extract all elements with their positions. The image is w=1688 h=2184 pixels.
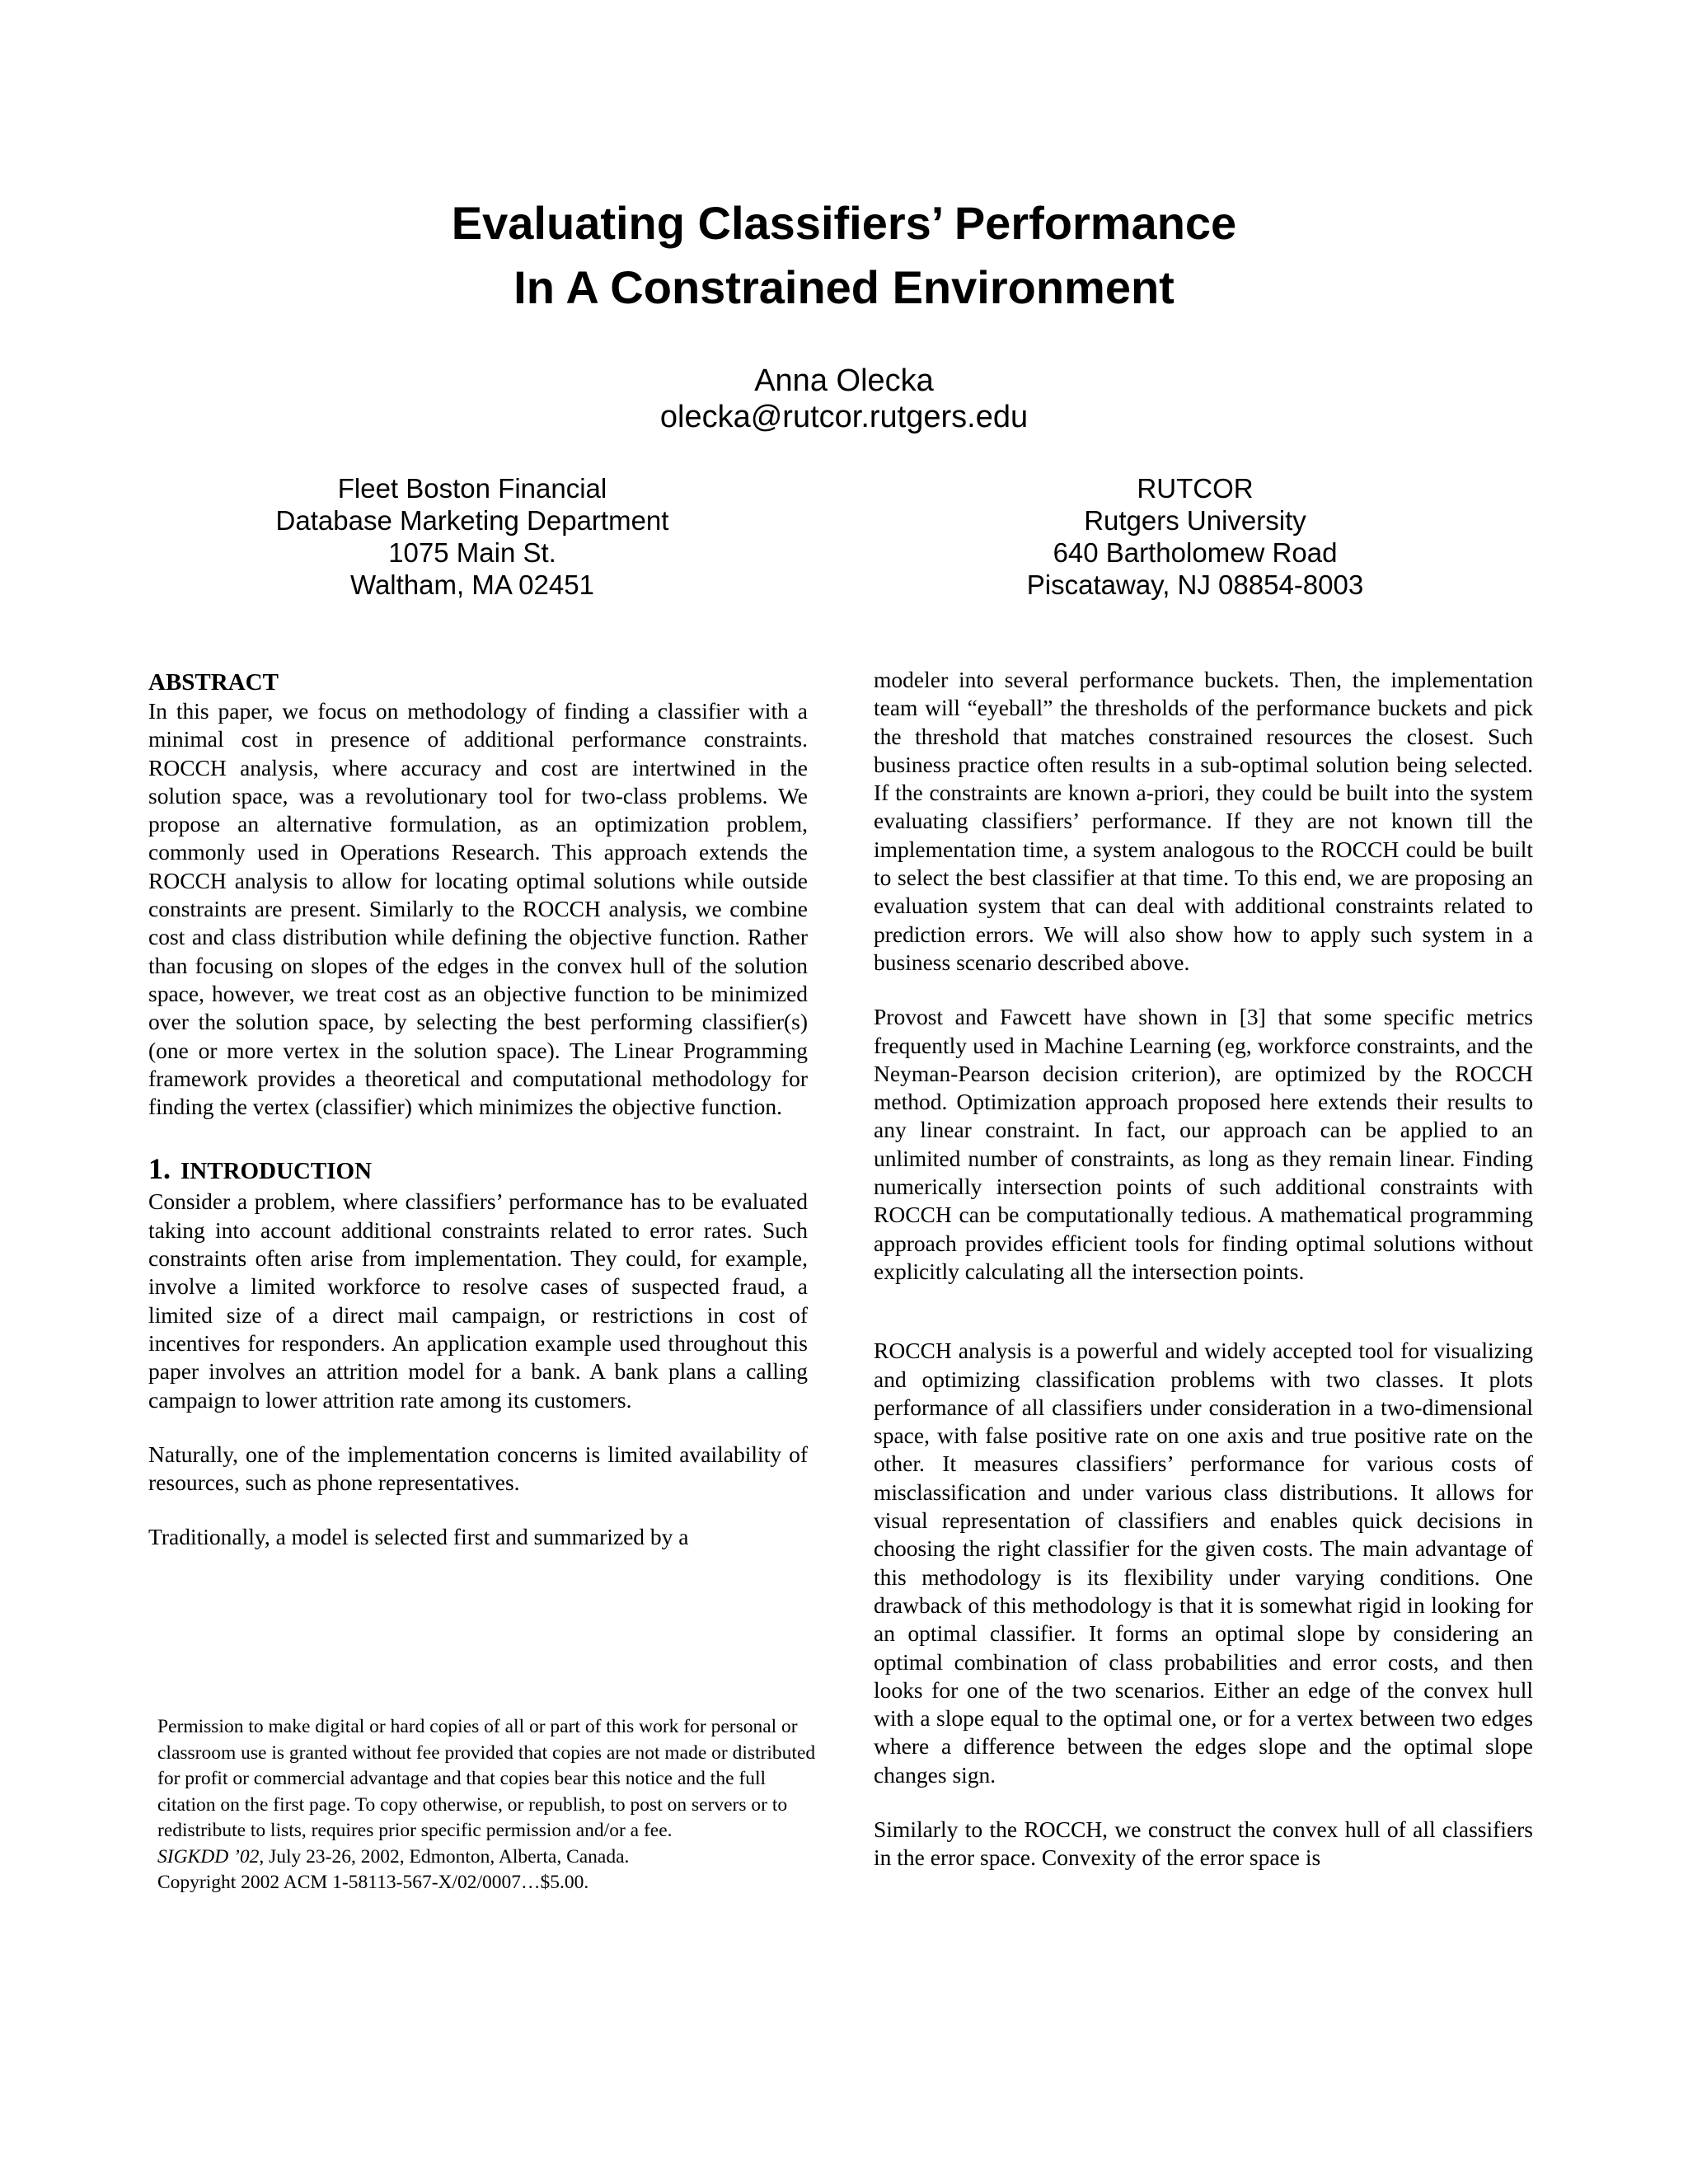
abstract-text: In this paper, we focus on methodology of finding a classifier with a minimal cost in presence of additional performance constraints. ROCCH analysis, where accuracy and cost are intertwined in the solution space, was a revolutionary tool for two-class problems. We propose an alternative formulation, as an optimization problem, commonly used in Operations Research. This approach extends the ROCCH analysis to allow for locating optimal solutions while outside constraints are present. Similarly to the ROCCH analysis, we combine cost and class distribution while defining the objective function. Rather than focusing on slopes of the edges in the convex hull of the solution space, however, we treat cost as an objective function to be minimized over the solution space, by selecting the best performing classifier(s) (one or more vertex in the solution space). The Linear Programming framework provides a theoretical and computational methodology for finding the vertex (classifier) which minimizes the objective function. <box>148 698 808 1120</box>
affiliation-line: Database Marketing Department <box>275 505 669 536</box>
paper-title <box>0 191 1688 320</box>
venue-details: , July 23-26, 2002, Edmonton, Alberta, Canada. <box>259 1845 630 1868</box>
venue-line <box>157 1844 817 1871</box>
permission-notice <box>157 1714 817 1896</box>
intro-paragraph: Naturally, one of the implementation concerns is limited availability of resources, such as phone representatives. <box>148 1441 808 1496</box>
introduction-heading <box>148 1151 808 1188</box>
affiliation-left <box>118 472 827 601</box>
author-name: Anna Olecka <box>754 363 934 398</box>
intro-paragraph: Traditionally, a model is selected first and summarized by a <box>148 1524 689 1550</box>
affiliation-line: Rutgers University <box>1084 505 1306 536</box>
affiliation-line: 1075 Main St. <box>388 537 556 568</box>
title-line-1: Evaluating Classifiers’ Performance <box>451 197 1237 249</box>
author-email: olecka@rutcor.rutgers.edu <box>659 400 1029 434</box>
author-block <box>0 363 1688 435</box>
permission-text: Permission to make digital or hard copies of all or part of this work for personal or classroom use is granted without fee provided that copies are not made or distributed for profit or commercial advantage and that copies bear this notice and the full citation on the first page. To copy otherwise, or republish, to post on servers or to redistribute to lists, requires prior specific permission and/or a fee. <box>157 1716 816 1841</box>
intro-paragraph: Consider a problem, where classifiers’ performance has to be evaluated taking into account additional constraints related to error rates. Such constraints often arise from implementation. They could, for example, involve a limited workforce to resolve cases of suspected fraud, a limited size of a direct mail campaign, or restrictions in cost of incentives for responders. An application example used throughout this paper involves an attrition model for a bank. A bank plans a calling campaign to lower attrition rate among its customers. <box>148 1188 808 1413</box>
affiliation-line: 640 Bartholomew Road <box>1053 537 1338 568</box>
abstract-heading: ABSTRACT <box>148 669 279 696</box>
section-title: INTRODUCTION <box>181 1158 373 1185</box>
body-paragraph: Similarly to the ROCCH, we construct the convex hull of all classifiers in the error space. Convexity of the error space is <box>874 1816 1533 1871</box>
affiliation-line: Waltham, MA 02451 <box>350 569 594 600</box>
body-paragraph: Provost and Fawcett have shown in [3] that some specific metrics frequently used in Machine Learning (eg, workforce constraints, and the Neyman-Pearson decision criterion), are optimized by the ROCCH method. Optimization approach proposed here extends their results to any linear constraint. In fact, our approach can be applied to an unlimited number of constraints, as long as they remain linear. Finding numerically intersection points of such additional constraints with ROCCH can be computationally tedious. A mathematical programming approach provides efficient tools for finding optimal solutions without explicitly calculating all the intersection points. <box>874 1004 1533 1284</box>
section-number: 1. <box>148 1152 171 1186</box>
left-column <box>148 668 808 1552</box>
body-paragraph: ROCCH analysis is a powerful and widely accepted tool for visualizing and optimizing classification problems with two classes. It plots performance of all classifiers under consideration in a two-dimensional space, with false positive rate on one axis and true positive rate on the other. It measures classifiers’ performance for various costs of misclassification and under various class distributions. It allows for visual representation of classifiers and enables quick decisions in choosing the right classifier for the given costs. The main advantage of this methodology is its flexibility under varying conditions. One drawback of this methodology is that it is somewhat rigid in looking for an optimal classifier. It forms an optimal slope by considering an optimal combination of class probabilities and error costs, and then looks for one of the two scenarios. Either an edge of the convex hull with a slope equal to the optimal one, or for a vertex between two edges where a difference between the edges slope and the optimal slope changes sign. <box>874 1338 1533 1788</box>
affiliation-right <box>841 472 1550 601</box>
title-line-2: In A Constrained Environment <box>513 261 1175 313</box>
affiliation-line: Piscataway, NJ 08854-8003 <box>1026 569 1364 600</box>
right-column <box>874 666 1533 1872</box>
copyright-line: Copyright 2002 ACM 1-58113-567-X/02/0007…$5.00. <box>157 1872 589 1893</box>
affiliation-line: Fleet Boston Financial <box>337 473 607 504</box>
body-paragraph: modeler into several performance buckets. Then, the implementation team will “eyeball” the thresholds of the performance buckets and pick the threshold that matches constrained resources the closest. Such business practice often results in a sub-optimal solution being selected. If the constraints are known a-priori, they could be built into the system evaluating classifiers’ performance. If they are not known till the implementation time, a system analogous to the ROCCH could be built to select the best classifier at that time. To this end, we are proposing an evaluation system that can deal with additional constraints related to prediction errors. We will also show how to apply such system in a business scenario described above. <box>874 667 1533 975</box>
affiliation-line: RUTCOR <box>1137 473 1254 504</box>
venue-name: SIGKDD ’02 <box>157 1845 260 1868</box>
